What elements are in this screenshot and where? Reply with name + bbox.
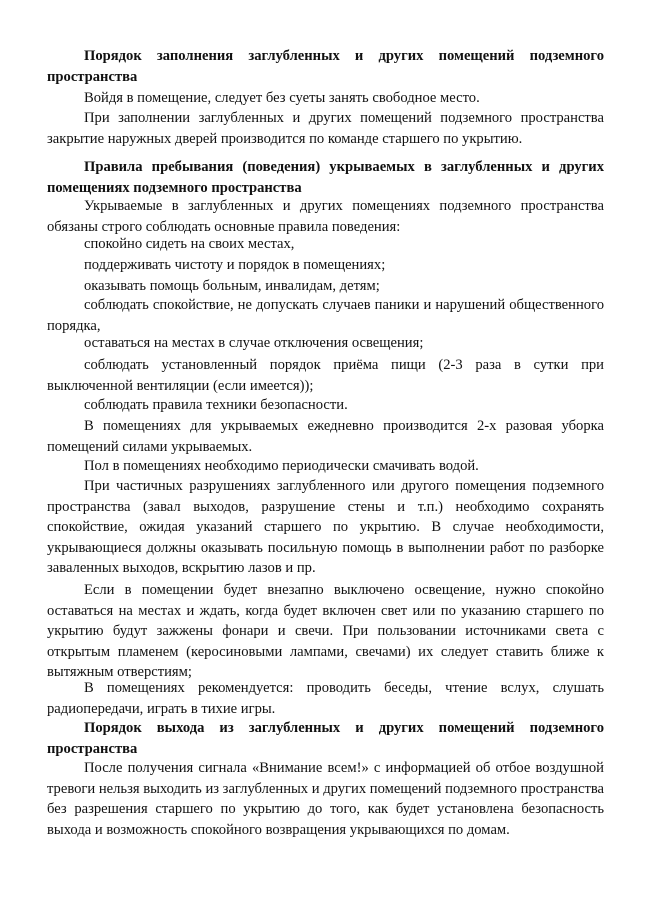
heading-exit-order: Порядок выхода из заглубленных и других помещений подземного пространства [47, 720, 604, 757]
rule-item: соблюдать установленный порядок приёма пищи (2-3 раза в сутки при выключенной вентиляции (если имеется)); [47, 357, 604, 394]
paragraph: При частичных разрушениях заглубленного или другого помещения подземного пространства (завал выходов, разрушение стены и т.п.) необходимо сохранять спокойствие, ожидая указаний старшего по укрытию. В случае необходимости, укрывающиеся должны оказывать посильную помощь в выполнении работ по разборке заваленных выходов, вскрытию лазов и пр. [47, 478, 604, 577]
paragraph: В помещениях для укрываемых ежедневно производится 2-х разовая уборка помещений силами укрываемых. [47, 418, 604, 455]
rule-item: соблюдать спокойствие, не допускать случаев паники и нарушений общественного порядка, [47, 297, 604, 334]
rule-item: оказывать помощь больным, инвалидам, детям; [84, 278, 380, 294]
paragraph: После получения сигнала «Внимание всем!» с информацией об отбое воздушной тревоги нельзя выходить из заглубленных и других помещений подземного пространства без разрешения старшего по укрытию до того, как будет установлена безопасность выхода и возможность спокойного возвращения укрывающихся по домам. [47, 760, 604, 838]
paragraph: В помещениях рекомендуется: проводить беседы, чтение вслух, слушать радиопередачи, играть в тихие игры. [47, 680, 604, 717]
heading-filling-order: Порядок заполнения заглубленных и других помещений подземного пространства [47, 48, 604, 85]
rule-item: оставаться на местах в случае отключения освещения; [84, 335, 424, 351]
heading-behavior-rules: Правила пребывания (поведения) укрываемых в заглубленных и других помещениях подземного пространства [47, 159, 604, 196]
rule-item: поддерживать чистоту и порядок в помещениях; [84, 257, 386, 273]
rule-item: соблюдать правила техники безопасности. [84, 397, 348, 413]
paragraph: Войдя в помещение, следует без суеты занять свободное место. [84, 90, 480, 106]
rule-item: спокойно сидеть на своих местах, [84, 236, 295, 252]
paragraph: При заполнении заглубленных и других помещений подземного пространства закрытие наружных дверей производится по команде старшего по укрытию. [47, 110, 604, 147]
paragraph-intro: Укрываемые в заглубленных и других помещениях подземного пространства обязаны строго соблюдать основные правила поведения: [47, 198, 604, 235]
paragraph: Пол в помещениях необходимо периодически смачивать водой. [84, 458, 479, 474]
paragraph: Если в помещении будет внезапно выключено освещение, нужно спокойно оставаться на местах и ждать, когда будет включен свет или по указанию старшего по укрытию будут зажжены фонари и свечи. При пользовании источниками света с открытым пламенем (керосиновыми лампами, свечами) их следует ставить ближе к вытяжным отверстиям; [47, 582, 604, 681]
